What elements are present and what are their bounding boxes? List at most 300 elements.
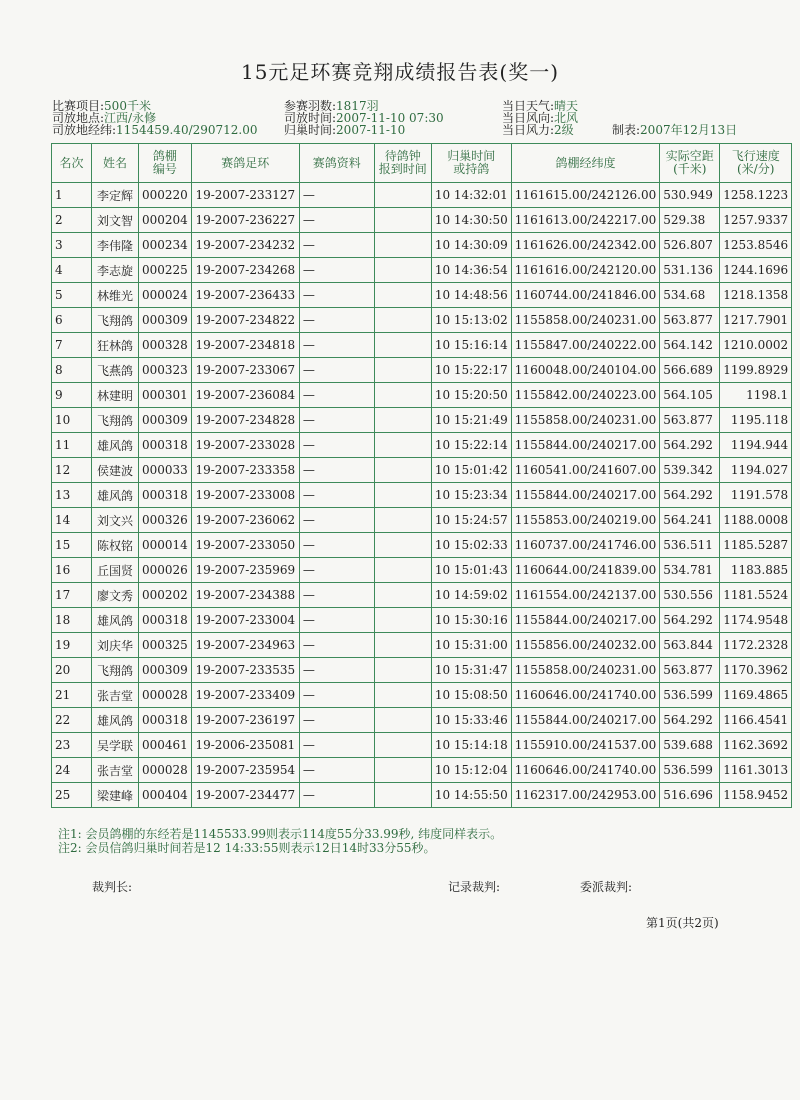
ring-cell: 19-2007-233067: [191, 358, 299, 383]
speed-cell: 1161.3013: [720, 758, 792, 783]
name-cell: 丘国贤: [92, 558, 139, 583]
rank-cell: 3: [52, 233, 92, 258]
rank-cell: 12: [52, 458, 92, 483]
table-row: [52, 708, 792, 733]
info-cell: —: [299, 733, 374, 758]
table-row: [52, 733, 792, 758]
info-cell: —: [299, 583, 374, 608]
return-time-cell: 10 15:24:57: [431, 508, 511, 533]
column-header: 飞行速度 (米/分): [720, 144, 792, 183]
loft-cell: 000024: [139, 283, 192, 308]
ring-cell: 19-2007-233409: [191, 683, 299, 708]
return-time-cell: 10 14:36:54: [431, 258, 511, 283]
name-cell: 雄风鸽: [92, 483, 139, 508]
coords-cell: 1155858.00/240231.00: [511, 308, 659, 333]
loft-cell: 000220: [139, 183, 192, 208]
clock-cell: [374, 733, 431, 758]
table-row: [52, 358, 792, 383]
rank-cell: 18: [52, 608, 92, 633]
coords-cell: 1155847.00/240222.00: [511, 333, 659, 358]
release-time: 司放时间:2007-11-10 07:30: [284, 111, 444, 125]
distance-cell: 563.877: [660, 408, 720, 433]
clock-cell: [374, 708, 431, 733]
name-cell: 林维光: [92, 283, 139, 308]
speed-cell: 1185.5287: [720, 533, 792, 558]
clock-cell: [374, 433, 431, 458]
ring-cell: 19-2007-233008: [191, 483, 299, 508]
info-cell: —: [299, 458, 374, 483]
made-date: 制表:2007年12月13日: [612, 123, 738, 137]
table-row: [52, 658, 792, 683]
table-row: [52, 333, 792, 358]
ring-cell: 19-2007-234477: [191, 783, 299, 808]
table-row: [52, 283, 792, 308]
return-time-cell: 10 14:30:50: [431, 208, 511, 233]
ring-cell: 19-2007-233004: [191, 608, 299, 633]
name-cell: 雄风鸽: [92, 708, 139, 733]
loft-cell: 000033: [139, 458, 192, 483]
clock-cell: [374, 658, 431, 683]
return-time-cell: 10 14:30:09: [431, 233, 511, 258]
column-header: 赛鸽资料: [299, 144, 374, 183]
return-time-cell: 10 15:23:34: [431, 483, 511, 508]
distance-cell: 564.292: [660, 483, 720, 508]
distance-cell: 539.342: [660, 458, 720, 483]
note-1: 注1: 会员鸽棚的东经若是1145533.99则表示114度55分33.99秒, 纬度同样表示。: [58, 827, 503, 841]
return-time-cell: 10 15:12:04: [431, 758, 511, 783]
loft-cell: 000204: [139, 208, 192, 233]
speed-cell: 1199.8929: [720, 358, 792, 383]
name-cell: 飞燕鸽: [92, 358, 139, 383]
table-row: [52, 408, 792, 433]
coords-cell: 1155844.00/240217.00: [511, 608, 659, 633]
name-cell: 飞翔鸽: [92, 408, 139, 433]
table-row: [52, 183, 792, 208]
table-row: [52, 683, 792, 708]
clock-cell: [374, 758, 431, 783]
column-header: 赛鸽足环: [191, 144, 299, 183]
column-header: 姓名: [92, 144, 139, 183]
rank-cell: 13: [52, 483, 92, 508]
loft-cell: 000028: [139, 683, 192, 708]
name-cell: 刘文智: [92, 208, 139, 233]
column-header: 名次: [52, 144, 92, 183]
entries: 参赛羽数:1817羽: [284, 99, 379, 113]
loft-cell: 000404: [139, 783, 192, 808]
column-header: 鸽棚 编号: [139, 144, 192, 183]
name-cell: 飞翔鸽: [92, 658, 139, 683]
loft-cell: 000026: [139, 558, 192, 583]
distance-cell: 534.68: [660, 283, 720, 308]
wind-direction: 当日风向:北风: [502, 111, 579, 125]
clock-cell: [374, 333, 431, 358]
release-coords: 司放地经纬:1154459.40/290712.00: [52, 123, 258, 137]
coords-cell: 1161626.00/242342.00: [511, 233, 659, 258]
info-cell: —: [299, 383, 374, 408]
info-cell: —: [299, 183, 374, 208]
clock-cell: [374, 583, 431, 608]
table-row: [52, 608, 792, 633]
speed-cell: 1244.1696: [720, 258, 792, 283]
return-time-cell: 10 15:08:50: [431, 683, 511, 708]
distance-cell: 564.292: [660, 433, 720, 458]
distance-cell: 566.689: [660, 358, 720, 383]
return-time-cell: 10 15:21:49: [431, 408, 511, 433]
ring-cell: 19-2007-233535: [191, 658, 299, 683]
name-cell: 张吉堂: [92, 758, 139, 783]
rank-cell: 8: [52, 358, 92, 383]
coords-cell: 1160048.00/240104.00: [511, 358, 659, 383]
loft-cell: 000318: [139, 433, 192, 458]
speed-cell: 1195.118: [720, 408, 792, 433]
clock-cell: [374, 533, 431, 558]
name-cell: 李伟隆: [92, 233, 139, 258]
speed-cell: 1181.5524: [720, 583, 792, 608]
distance-cell: 529.38: [660, 208, 720, 233]
info-cell: —: [299, 283, 374, 308]
return-time-cell: 10 15:01:43: [431, 558, 511, 583]
table-row: [52, 558, 792, 583]
speed-cell: 1257.9337: [720, 208, 792, 233]
rank-cell: 5: [52, 283, 92, 308]
loft-cell: 000202: [139, 583, 192, 608]
clock-cell: [374, 358, 431, 383]
results-body: [52, 183, 792, 808]
info-cell: —: [299, 433, 374, 458]
rank-cell: 22: [52, 708, 92, 733]
info-cell: —: [299, 408, 374, 433]
speed-cell: 1218.1358: [720, 283, 792, 308]
ring-cell: 19-2007-234828: [191, 408, 299, 433]
return-time-cell: 10 14:48:56: [431, 283, 511, 308]
info-cell: —: [299, 333, 374, 358]
return-time-cell: 10 14:55:50: [431, 783, 511, 808]
rank-cell: 23: [52, 733, 92, 758]
speed-cell: 1210.0002: [720, 333, 792, 358]
ring-cell: 19-2007-233050: [191, 533, 299, 558]
speed-cell: 1217.7901: [720, 308, 792, 333]
return-time-cell: 10 15:13:02: [431, 308, 511, 333]
info-cell: —: [299, 608, 374, 633]
coords-cell: 1160646.00/241740.00: [511, 683, 659, 708]
table-row: [52, 533, 792, 558]
speed-cell: 1194.027: [720, 458, 792, 483]
table-row: [52, 458, 792, 483]
loft-cell: 000309: [139, 658, 192, 683]
table-row: [52, 433, 792, 458]
info-cell: —: [299, 708, 374, 733]
clock-cell: [374, 683, 431, 708]
table-row: [52, 758, 792, 783]
clock-cell: [374, 308, 431, 333]
speed-cell: 1162.3692: [720, 733, 792, 758]
clock-cell: [374, 208, 431, 233]
name-cell: 林建明: [92, 383, 139, 408]
loft-cell: 000318: [139, 483, 192, 508]
coords-cell: 1161616.00/242120.00: [511, 258, 659, 283]
speed-cell: 1258.1223: [720, 183, 792, 208]
rank-cell: 7: [52, 333, 92, 358]
distance-cell: 536.599: [660, 683, 720, 708]
rank-cell: 2: [52, 208, 92, 233]
loft-cell: 000326: [139, 508, 192, 533]
clock-cell: [374, 458, 431, 483]
return-time-cell: 10 15:31:00: [431, 633, 511, 658]
ring-cell: 19-2007-234232: [191, 233, 299, 258]
name-cell: 梁建峰: [92, 783, 139, 808]
column-header: 实际空距 (千米): [660, 144, 720, 183]
clock-cell: [374, 608, 431, 633]
race-item: 比赛项目:500千米: [52, 99, 151, 113]
clock-cell: [374, 383, 431, 408]
coords-cell: 1160541.00/241607.00: [511, 458, 659, 483]
ring-cell: 19-2007-234818: [191, 333, 299, 358]
distance-cell: 564.241: [660, 508, 720, 533]
ring-cell: 19-2007-236227: [191, 208, 299, 233]
loft-cell: 000309: [139, 308, 192, 333]
clock-cell: [374, 558, 431, 583]
coords-cell: 1160646.00/241740.00: [511, 758, 659, 783]
info-cell: —: [299, 358, 374, 383]
loft-cell: 000014: [139, 533, 192, 558]
speed-cell: 1172.2328: [720, 633, 792, 658]
rank-cell: 10: [52, 408, 92, 433]
info-cell: —: [299, 558, 374, 583]
column-header: 待鸽钟 报到时间: [374, 144, 431, 183]
distance-cell: 530.556: [660, 583, 720, 608]
speed-cell: 1198.1: [720, 383, 792, 408]
rank-cell: 1: [52, 183, 92, 208]
loft-cell: 000325: [139, 633, 192, 658]
rank-cell: 4: [52, 258, 92, 283]
info-cell: —: [299, 208, 374, 233]
column-header: 鸽棚经纬度: [511, 144, 659, 183]
distance-cell: 564.292: [660, 708, 720, 733]
return-time-cell: 10 15:22:14: [431, 433, 511, 458]
clock-cell: [374, 783, 431, 808]
ring-cell: 19-2007-236433: [191, 283, 299, 308]
ring-cell: 19-2007-234822: [191, 308, 299, 333]
distance-cell: 516.696: [660, 783, 720, 808]
table-row: [52, 233, 792, 258]
loft-cell: 000318: [139, 708, 192, 733]
info-cell: —: [299, 658, 374, 683]
speed-cell: 1253.8546: [720, 233, 792, 258]
clock-cell: [374, 633, 431, 658]
table-row: [52, 208, 792, 233]
clock-cell: [374, 258, 431, 283]
coords-cell: 1160737.00/241746.00: [511, 533, 659, 558]
coords-cell: 1155858.00/240231.00: [511, 658, 659, 683]
column-header: 归巢时间 或持鸽: [431, 144, 511, 183]
table-row: [52, 483, 792, 508]
info-cell: —: [299, 783, 374, 808]
return-time-cell: 10 15:16:14: [431, 333, 511, 358]
weather: 当日天气:晴天: [502, 99, 579, 113]
info-cell: —: [299, 508, 374, 533]
coords-cell: 1155844.00/240217.00: [511, 708, 659, 733]
speed-cell: 1194.944: [720, 433, 792, 458]
ring-cell: 19-2007-236062: [191, 508, 299, 533]
coords-cell: 1161554.00/242137.00: [511, 583, 659, 608]
results-table: [51, 143, 792, 808]
rank-cell: 24: [52, 758, 92, 783]
distance-cell: 536.599: [660, 758, 720, 783]
speed-cell: 1188.0008: [720, 508, 792, 533]
info-cell: —: [299, 483, 374, 508]
wind-force: 当日风力:2级: [502, 123, 574, 137]
rank-cell: 11: [52, 433, 92, 458]
page-number: 第1页(共2页): [646, 916, 719, 930]
loft-cell: 000225: [139, 258, 192, 283]
coords-cell: 1161613.00/242217.00: [511, 208, 659, 233]
distance-cell: 563.844: [660, 633, 720, 658]
distance-cell: 539.688: [660, 733, 720, 758]
coords-cell: 1160744.00/241846.00: [511, 283, 659, 308]
distance-cell: 531.136: [660, 258, 720, 283]
name-cell: 飞翔鸽: [92, 308, 139, 333]
return-time-cell: 10 15:22:17: [431, 358, 511, 383]
loft-cell: 000461: [139, 733, 192, 758]
name-cell: 狂林鸽: [92, 333, 139, 358]
clock-cell: [374, 508, 431, 533]
coords-cell: 1155842.00/240223.00: [511, 383, 659, 408]
ring-cell: 19-2006-235081: [191, 733, 299, 758]
info-cell: —: [299, 683, 374, 708]
ring-cell: 19-2007-233028: [191, 433, 299, 458]
clock-cell: [374, 408, 431, 433]
note-2: 注2: 会员信鸽归巢时间若是12 14:33:55则表示12日14时33分55秒。: [58, 841, 436, 855]
distance-cell: 563.877: [660, 308, 720, 333]
coords-cell: 1162317.00/242953.00: [511, 783, 659, 808]
rank-cell: 14: [52, 508, 92, 533]
table-row: [52, 258, 792, 283]
rank-cell: 6: [52, 308, 92, 333]
speed-cell: 1166.4541: [720, 708, 792, 733]
distance-cell: 564.142: [660, 333, 720, 358]
ring-cell: 19-2007-233358: [191, 458, 299, 483]
chief-referee: 裁判长:: [92, 880, 133, 894]
return-time-cell: 10 14:59:02: [431, 583, 511, 608]
return-time: 归巢时间:2007-11-10: [284, 123, 406, 137]
speed-cell: 1170.3962: [720, 658, 792, 683]
coords-cell: 1155844.00/240217.00: [511, 483, 659, 508]
table-row: [52, 308, 792, 333]
name-cell: 侯建波: [92, 458, 139, 483]
ring-cell: 19-2007-234268: [191, 258, 299, 283]
clock-cell: [374, 183, 431, 208]
info-cell: —: [299, 533, 374, 558]
ring-cell: 19-2007-236084: [191, 383, 299, 408]
name-cell: 雄风鸽: [92, 608, 139, 633]
release-place: 司放地点:江西/永修: [52, 111, 157, 125]
ring-cell: 19-2007-234963: [191, 633, 299, 658]
recording-referee: 记录裁判:: [448, 880, 501, 894]
return-time-cell: 10 14:32:01: [431, 183, 511, 208]
table-row: [52, 508, 792, 533]
table-row: [52, 583, 792, 608]
loft-cell: 000323: [139, 358, 192, 383]
loft-cell: 000328: [139, 333, 192, 358]
coords-cell: 1161615.00/242126.00: [511, 183, 659, 208]
loft-cell: 000028: [139, 758, 192, 783]
ring-cell: 19-2007-233127: [191, 183, 299, 208]
info-cell: —: [299, 233, 374, 258]
return-time-cell: 10 15:31:47: [431, 658, 511, 683]
loft-cell: 000301: [139, 383, 192, 408]
name-cell: 张吉堂: [92, 683, 139, 708]
info-cell: —: [299, 758, 374, 783]
return-time-cell: 10 15:30:16: [431, 608, 511, 633]
rank-cell: 19: [52, 633, 92, 658]
speed-cell: 1174.9548: [720, 608, 792, 633]
distance-cell: 536.511: [660, 533, 720, 558]
loft-cell: 000309: [139, 408, 192, 433]
speed-cell: 1158.9452: [720, 783, 792, 808]
name-cell: 刘文兴: [92, 508, 139, 533]
distance-cell: 530.949: [660, 183, 720, 208]
distance-cell: 563.877: [660, 658, 720, 683]
clock-cell: [374, 233, 431, 258]
distance-cell: 534.781: [660, 558, 720, 583]
name-cell: 刘庆华: [92, 633, 139, 658]
table-row: [52, 783, 792, 808]
loft-cell: 000234: [139, 233, 192, 258]
distance-cell: 564.292: [660, 608, 720, 633]
return-time-cell: 10 15:33:46: [431, 708, 511, 733]
rank-cell: 21: [52, 683, 92, 708]
name-cell: 廖文秀: [92, 583, 139, 608]
ring-cell: 19-2007-234388: [191, 583, 299, 608]
name-cell: 雄风鸽: [92, 433, 139, 458]
coords-cell: 1160644.00/241839.00: [511, 558, 659, 583]
speed-cell: 1183.885: [720, 558, 792, 583]
name-cell: 李定辉: [92, 183, 139, 208]
info-cell: —: [299, 633, 374, 658]
coords-cell: 1155853.00/240219.00: [511, 508, 659, 533]
table-row: [52, 633, 792, 658]
info-cell: —: [299, 308, 374, 333]
ring-cell: 19-2007-235969: [191, 558, 299, 583]
coords-cell: 1155856.00/240232.00: [511, 633, 659, 658]
delegated-referee: 委派裁判:: [580, 880, 633, 894]
ring-cell: 19-2007-235954: [191, 758, 299, 783]
clock-cell: [374, 483, 431, 508]
table-row: [52, 383, 792, 408]
coords-cell: 1155858.00/240231.00: [511, 408, 659, 433]
name-cell: 陈权铭: [92, 533, 139, 558]
rank-cell: 9: [52, 383, 92, 408]
rank-cell: 17: [52, 583, 92, 608]
return-time-cell: 10 15:14:18: [431, 733, 511, 758]
return-time-cell: 10 15:01:42: [431, 458, 511, 483]
rank-cell: 16: [52, 558, 92, 583]
info-cell: —: [299, 258, 374, 283]
return-time-cell: 10 15:20:50: [431, 383, 511, 408]
name-cell: 李志旋: [92, 258, 139, 283]
speed-cell: 1191.578: [720, 483, 792, 508]
header-row: [52, 144, 792, 183]
distance-cell: 526.807: [660, 233, 720, 258]
coords-cell: 1155910.00/241537.00: [511, 733, 659, 758]
distance-cell: 564.105: [660, 383, 720, 408]
rank-cell: 25: [52, 783, 92, 808]
rank-cell: 20: [52, 658, 92, 683]
rank-cell: 15: [52, 533, 92, 558]
return-time-cell: 10 15:02:33: [431, 533, 511, 558]
name-cell: 吴学联: [92, 733, 139, 758]
ring-cell: 19-2007-236197: [191, 708, 299, 733]
